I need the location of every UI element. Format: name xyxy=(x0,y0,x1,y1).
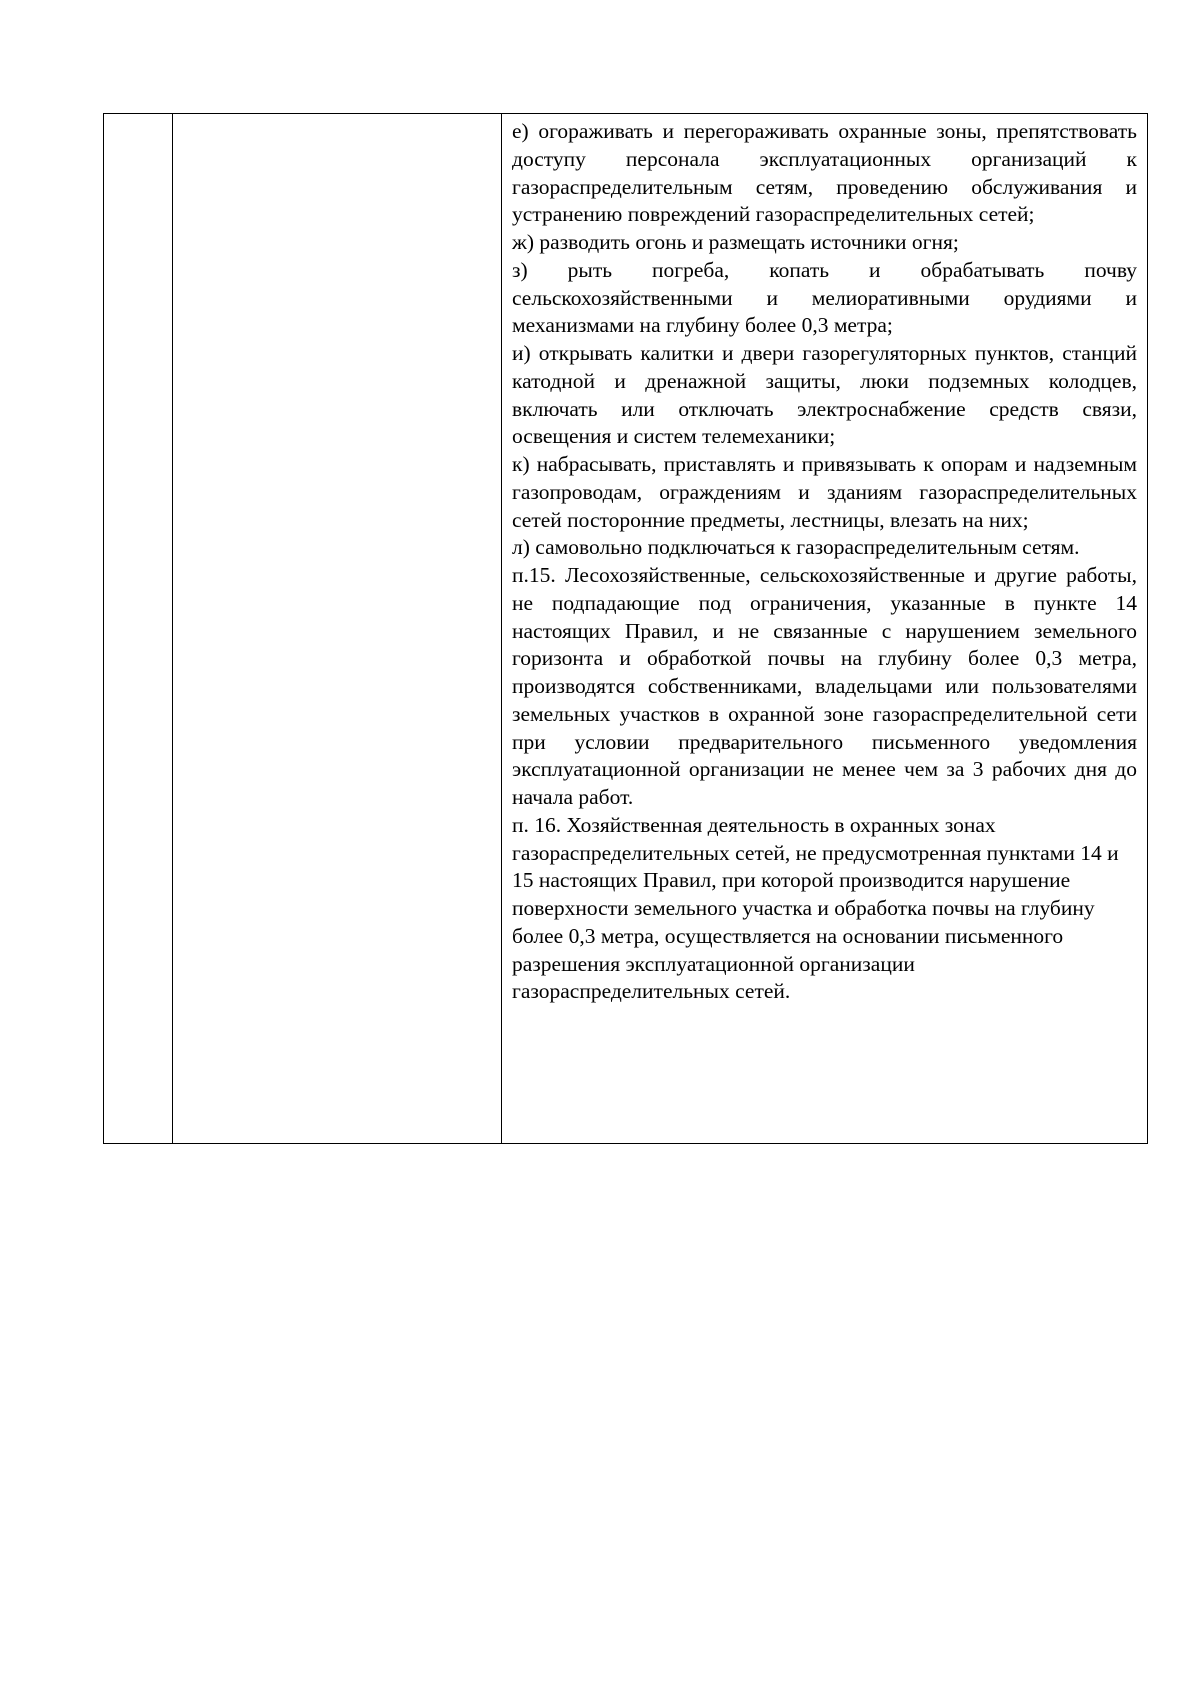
paragraph-clause-16: п. 16. Хозяйственная деятельность в охранных зонах газораспределительных сетей, не предусмотренная пунктами 14 и 15 настоящих Правил, при которой производится нарушение поверхности земельного участка и обработка почвы на глубину более 0,3 метра, осуществляется на основании письменного разрешения эксплуатационной организации газораспределительных сетей. xyxy=(512,812,1119,1004)
paragraph-clause-15: п.15. Лесохозяйственные, сельскохозяйственные и другие работы, не подпадающие под ограничения, указанные в пункте 14 настоящих Правил, и не связанные с нарушением земельного горизонта и обработкой почвы на глубину более 0,3 метра, производятся собственниками, владельцами или пользователями земельных участков в охранной зоне газораспределительной сети при условии предварительного письменного уведомления эксплуатационной организации не менее чем за 3 рабочих дня до начала работ. xyxy=(512,563,1137,809)
number-column-cell xyxy=(104,114,173,1143)
name-column-cell xyxy=(173,114,502,1143)
paragraph-i: и) открывать калитки и двери газорегуляторных пунктов, станций катодной и дренажной защиты, люки подземных колодцев, включать или отключать электроснабжение средств связи, освещения и систем телемеханики; xyxy=(512,341,1137,449)
paragraph-z: з) рыть погреба, копать и обрабатывать почву сельскохозяйственными и мелиоративными орудиями и механизмами на глубину более 0,3 метра; xyxy=(512,257,1137,338)
paragraph-k: к) набрасывать, приставлять и привязывать к опорам и надземным газопроводам, ограждениям и зданиям газораспределительных сетей посторонние предметы, лестницы, влезать на них; xyxy=(512,452,1137,532)
paragraph-zh: ж) разводить огонь и размещать источники огня; xyxy=(512,230,959,254)
paragraph-e: е) огораживать и перегораживать охранные зоны, препятствовать доступу персонала эксплуатационных организаций к газораспределительным сетям, проведению обслуживания и устранению повреждений газораспределительных сетей; xyxy=(512,119,1137,227)
paragraph-l: л) самовольно подключаться к газораспределительным сетям. xyxy=(512,535,1080,560)
document-table xyxy=(103,113,1148,1144)
text-column-cell xyxy=(502,114,1147,1143)
